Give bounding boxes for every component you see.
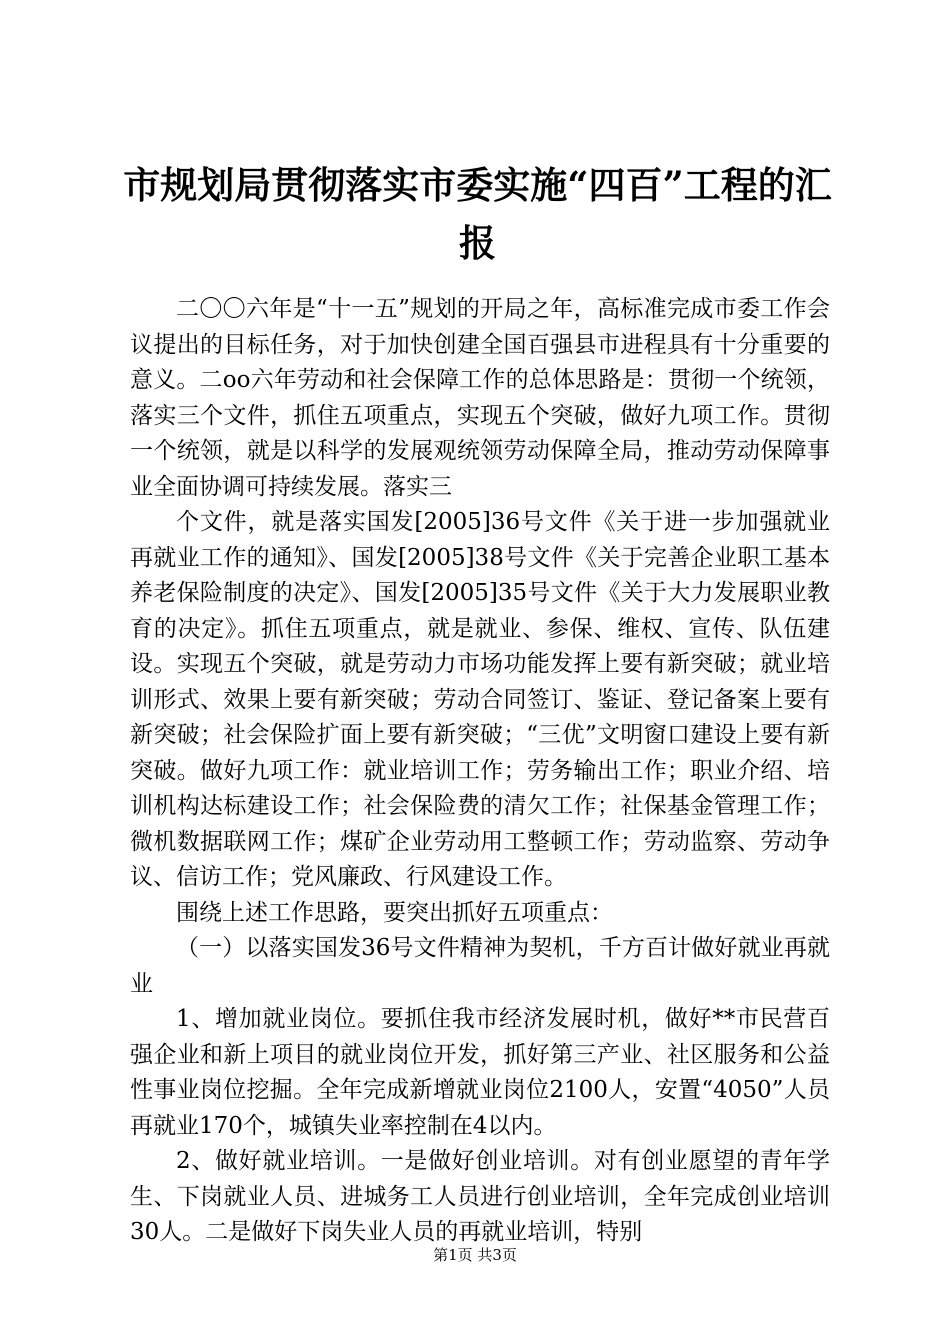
paragraph: 1、增加就业岗位。要抓住我市经济发展时机，做好**市民营百强企业和新上项目的就业岗位开发，抓好第三产业、社区服务和公益性事业岗位挖掘。全年完成新增就业岗位2100人，安置“4050”人员再就业170个，城镇失业率控制在4以内。 <box>130 1006 830 1139</box>
page-footer: 第1页 共3页 <box>433 1246 517 1264</box>
paragraph: 围绕上述工作思路，要突出抓好五项重点： <box>176 899 613 926</box>
paragraph: 二〇〇六年是“十一五”规划的开局之年，高标准完成市委工作会议提出的目标任务，对于加快创建全国百强县市进程具有十分重要的意义。二oo六年劳动和社会保障工作的总体思路是：贯彻一个统领，落实三个文件，抓住五项重点，实现五个突破，做好九项工作。贯彻一个统领，就是以科学的发展观统领劳动保障全局，推动劳动保障事业全面协调可持续发展。落实三 <box>130 296 830 500</box>
paragraph: 个文件，就是落实国发[2005]36号文件《关于进一步加强就业再就业工作的通知》、国发[2005]38号文件《关于完善企业职工基本养老保险制度的决定》、国发[2005]35号文件《关于大力发展职业教育的决定》。抓住五项重点，就是就业、参保、维权、宣传、队伍建设。实现五个突破，就是劳动力市场功能发挥上要有新突破；就业培训形式、效果上要有新突破；劳动合同签订、鉴证、登记备案上要有新突破；社会保险扩面上要有新突破；“三优”文明窗口建设上要有新突破。做好九项工作：就业培训工作；劳务输出工作；职业介绍、培训机构达标建设工作；社会保险费的清欠工作；社保基金管理工作；微机数据联网工作；煤矿企业劳动用工整顿工作；劳动监察、劳动争议、信访工作；党风廉政、行风建设工作。 <box>130 509 830 890</box>
document-title: 市规划局贯彻落实市委实施“四百”工程的汇报 <box>123 163 832 265</box>
document-body <box>130 292 830 1251</box>
paragraph: 2、做好就业培训。一是做好创业培训。对有创业愿望的青年学生、下岗就业人员、进城务工人员进行创业培训，全年完成创业培训30人。二是做好下岗失业人员的再就业培训，特别 <box>130 1148 830 1245</box>
section-heading: （一）以落实国发36号文件精神为契机，千方百计做好就业再就业 <box>130 935 830 997</box>
